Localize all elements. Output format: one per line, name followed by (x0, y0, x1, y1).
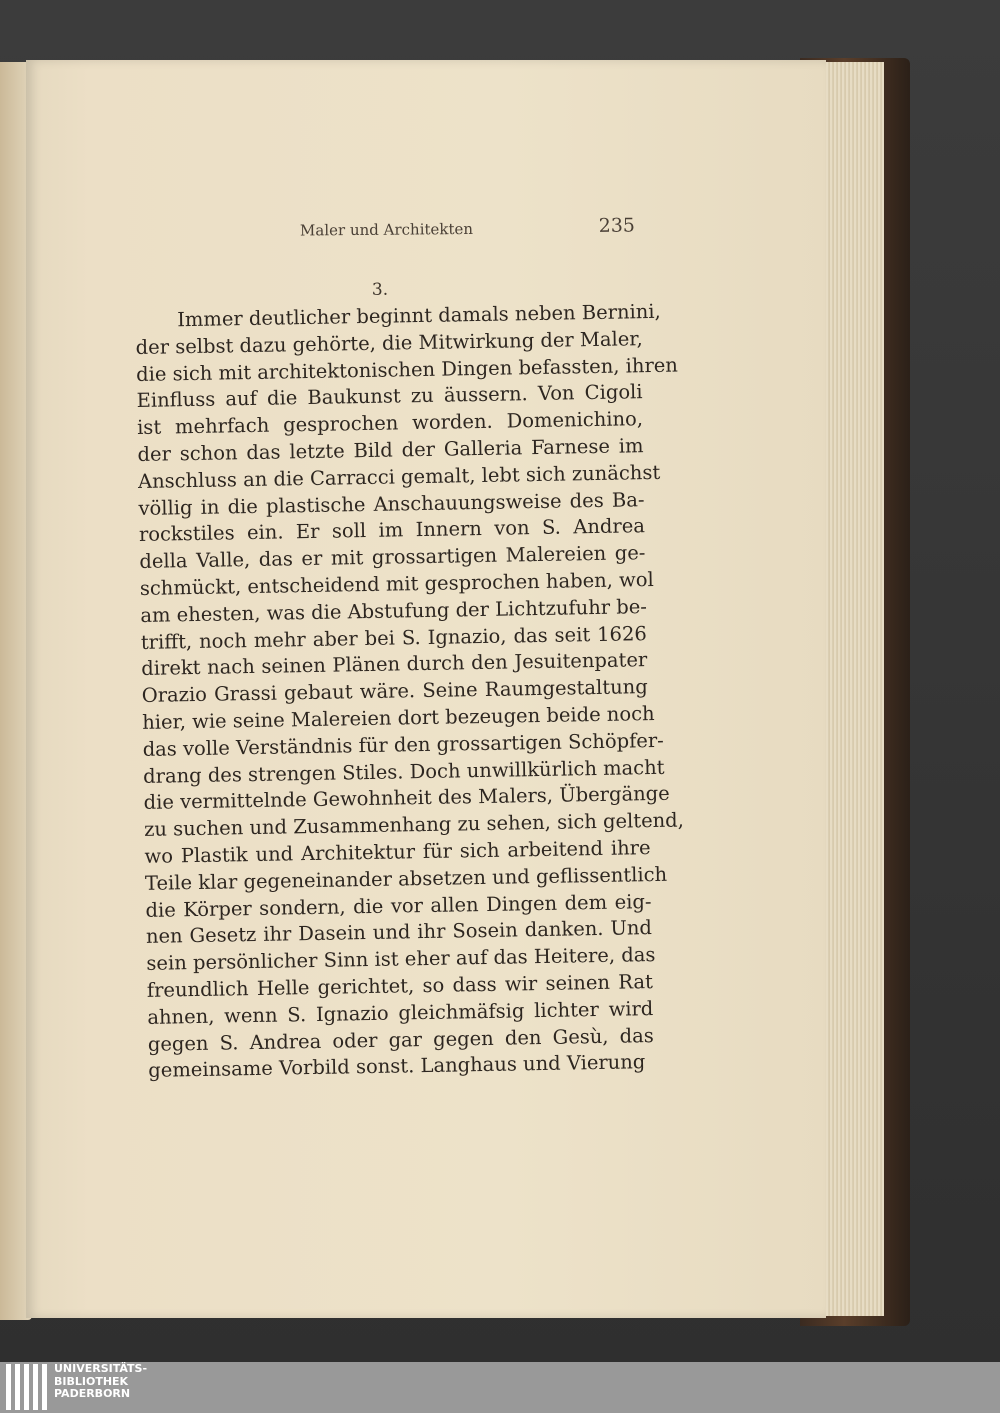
text-line: Orazio Grassi gebaut wäre. Seine Raumgestaltung (141, 675, 648, 708)
text-line: nen Gesetz ihr Dasein und ihr Sosein danken. Und (145, 916, 653, 949)
text-line: gemeinsame Vorbild sonst. Langhaus und Vierung (148, 1050, 646, 1083)
logo-line: UNIVERSITÄTS- (54, 1362, 148, 1375)
text-line: wo Plastik und Architektur für sich arbeitend ihre (144, 836, 651, 868)
text-line: das volle Verständnis für den grossartigen Schöpfer- (142, 728, 664, 761)
text-line: schmückt, entscheidend mit gesprochen haben, wol (139, 567, 654, 600)
text-line: ist mehrfach gesprochen worden. Domenichino, (136, 407, 644, 440)
page-header (300, 215, 635, 246)
library-logo-text (54, 1363, 147, 1401)
text-line: der schon das letzte Bild der Galleria Farnese im (137, 434, 644, 466)
text-line: drang des strengen Stiles. Doch unwillkürlich macht (142, 755, 665, 788)
text-line: Einfluss auf die Baukunst zu äussern. Von Cigoli (136, 380, 643, 413)
text-line: rockstiles ein. Er soll im Innern von S. Andrea (138, 514, 646, 547)
text-line: sein persönlicher Sinn ist eher auf das Heitere, das (146, 943, 656, 976)
text-line: hier, wie seine Malereien dort bezeugen beide noch (142, 701, 655, 734)
logo-line: BIBLIOTHEK (54, 1374, 129, 1388)
body-text (135, 299, 685, 1085)
text-line: ahnen, wenn S. Ignazio gleichmäfsig lichter wird (147, 996, 654, 1029)
text-line: Anschluss an die Carracci gemalt, lebt sich zunächst (137, 460, 661, 493)
text-line: della Valle, das er mit grossartigen Malereien ge- (139, 541, 646, 574)
text-line: die sich mit architektonischen Dingen befassten, ihren (135, 353, 679, 386)
footer-bar (0, 1362, 1000, 1413)
text-line: der selbst dazu gehörte, die Mitwirkung der Maler, (135, 326, 643, 359)
library-logo-icon (6, 1364, 48, 1410)
text-line: gegen S. Andrea oder gar gegen den Gesù, das (147, 1023, 654, 1056)
text-line: die Körper sondern, die vor allen Dingen dem eig- (145, 889, 652, 922)
text-line: völlig in die plastische Anschauungsweise des Ba- (138, 487, 645, 520)
text-line: trifft, noch mehr aber bei S. Ignazio, das seit 1626 (140, 621, 647, 654)
text-line: direkt nach seinen Plänen durch den Jesuitenpater (141, 648, 648, 681)
text-line: am ehesten, was die Abstufung der Lichtzufuhr be- (140, 594, 648, 627)
logo-line: PADERBORN (54, 1387, 131, 1400)
running-title: Maler und Architekten (299, 219, 474, 240)
text-line: Teile klar gegeneinander absetzen und geflissentlich (144, 862, 668, 895)
text-line: die vermittelnde Gewohnheit des Malers, Übergänge (143, 782, 670, 815)
text-line: freundlich Helle gerichtet, so dass wir seinen Rat (146, 969, 654, 1002)
section-number: 3. (371, 280, 389, 300)
text-line: zu suchen und Zusammenhang zu sehen, sich geltend, (143, 808, 685, 842)
page-number: 235 (598, 214, 636, 237)
text-line: Immer deutlicher beginnt damals neben Bernini, (177, 299, 661, 332)
